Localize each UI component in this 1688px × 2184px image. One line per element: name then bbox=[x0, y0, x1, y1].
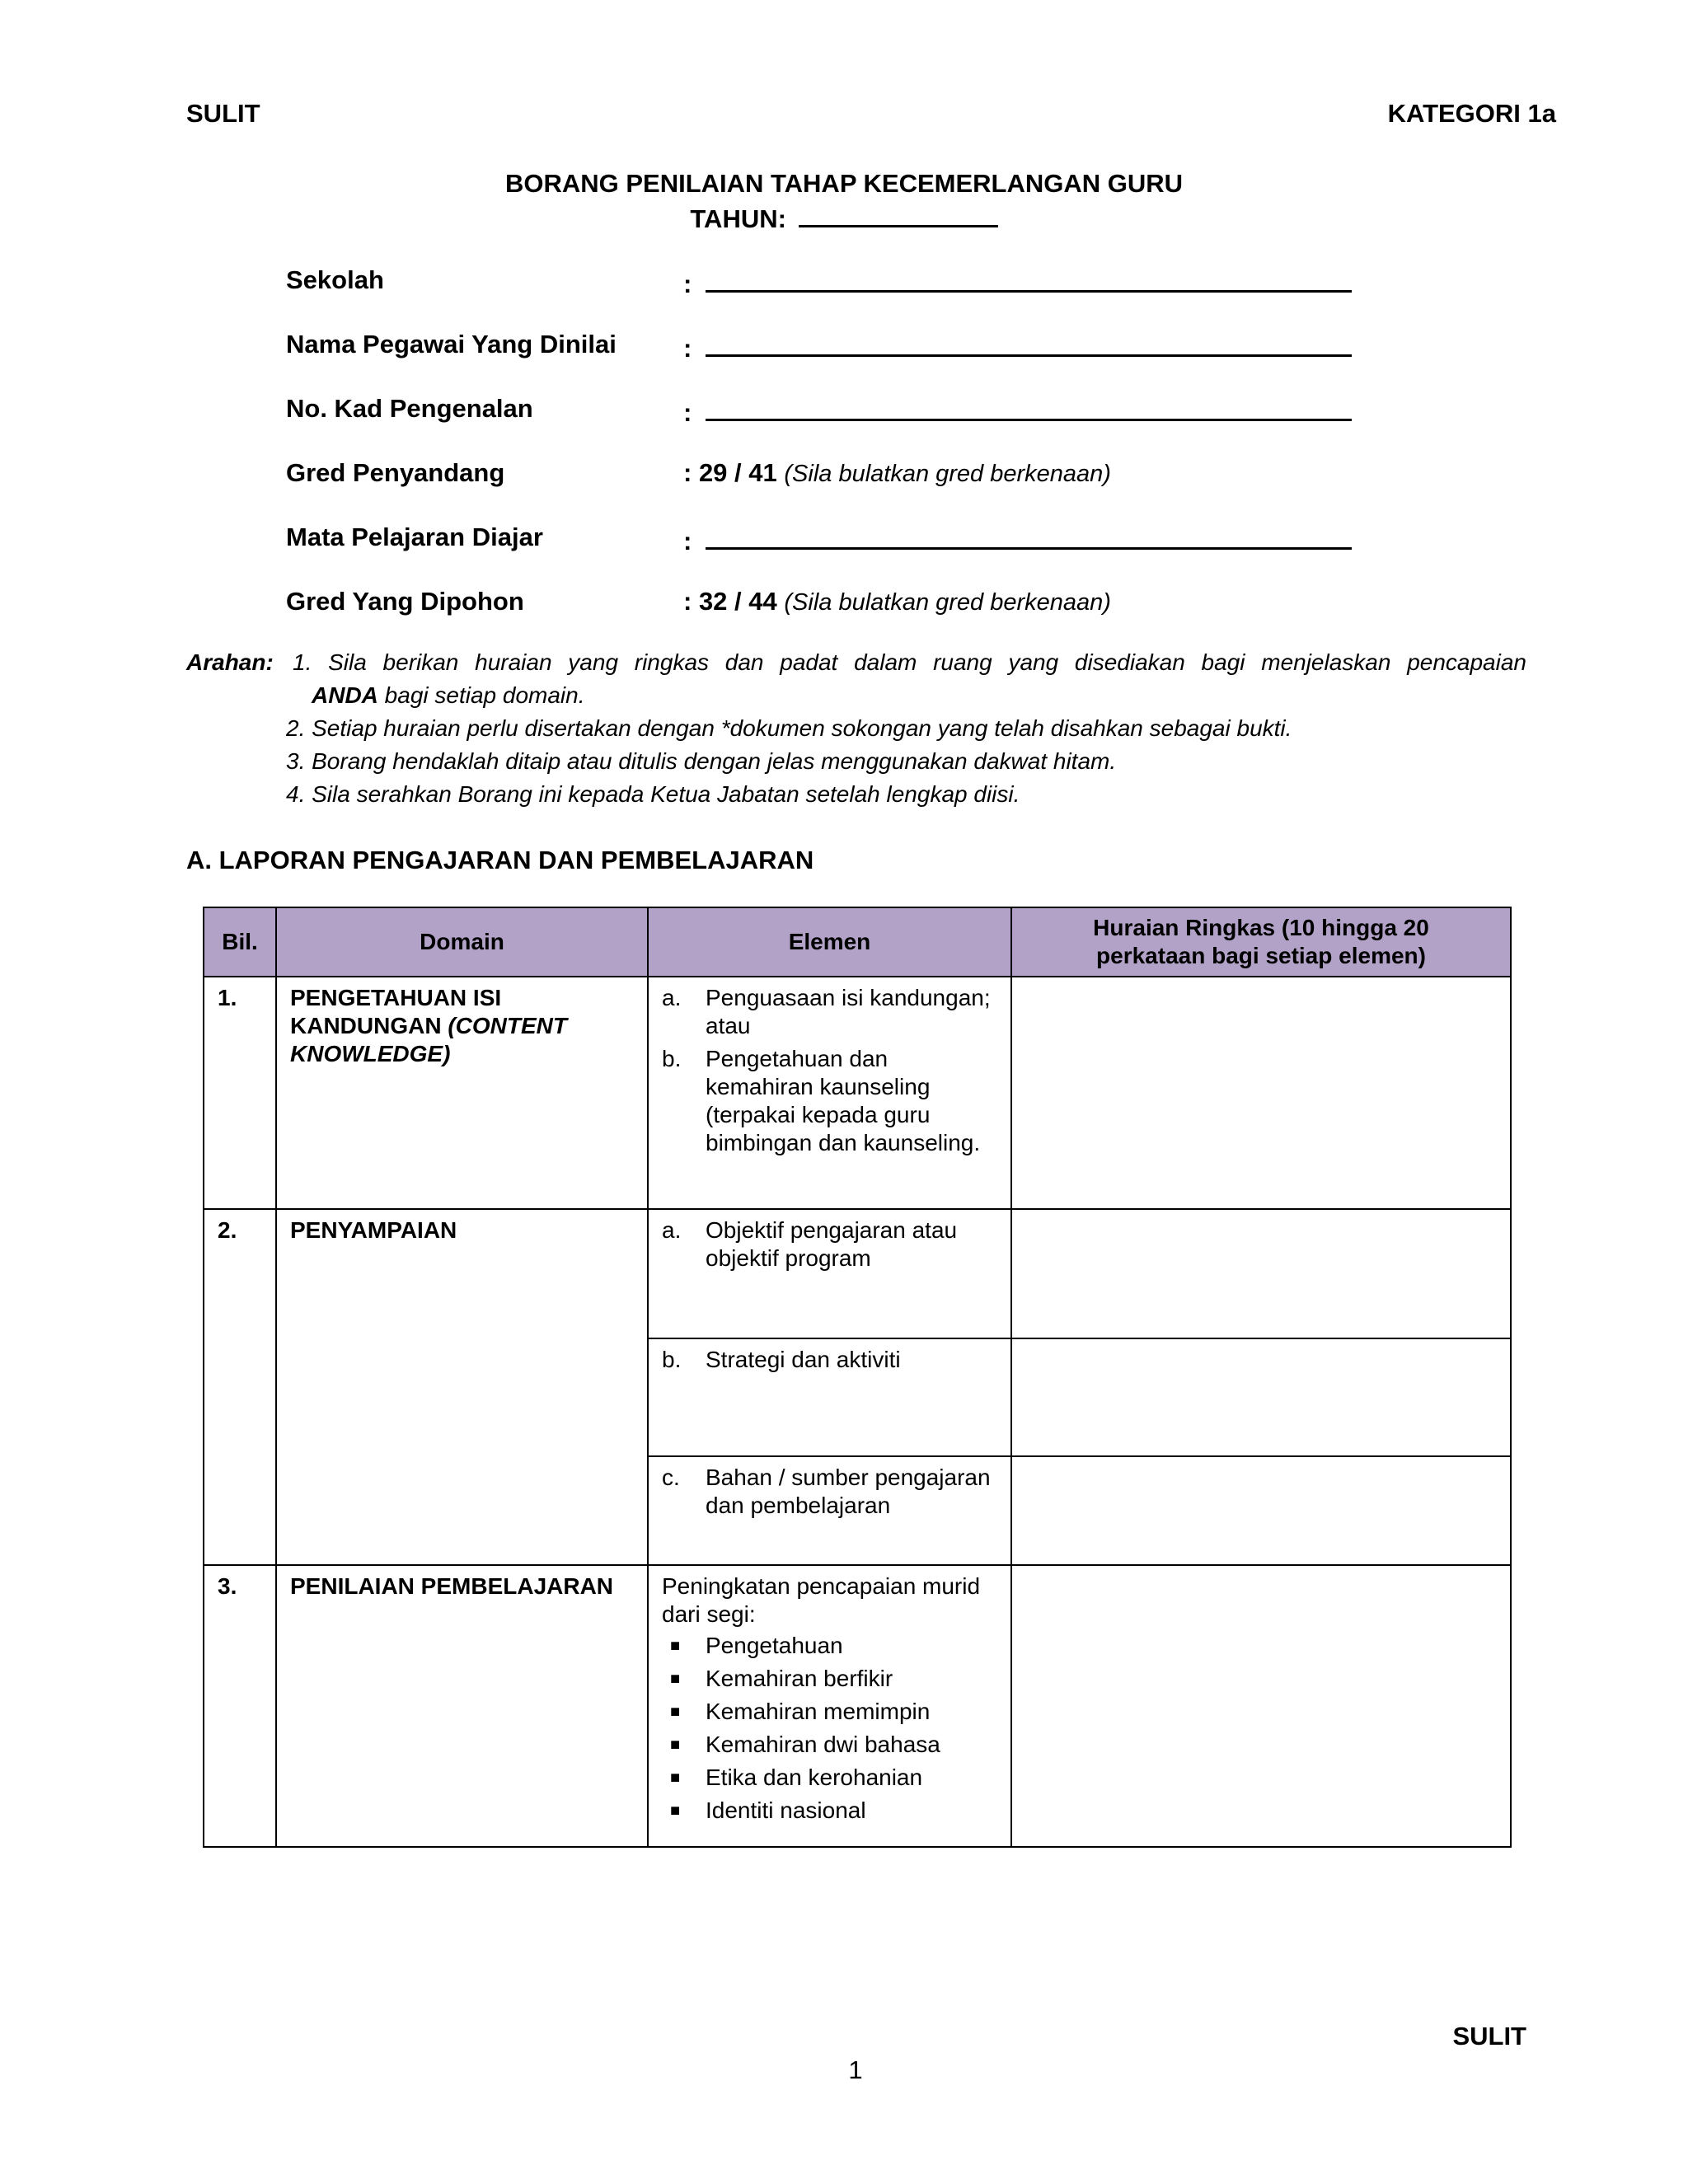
instruction-1-rest: bagi setiap domain. bbox=[377, 682, 585, 708]
footer-sulit: SULIT bbox=[1452, 2022, 1526, 2050]
instructions-label: Arahan: bbox=[186, 649, 274, 675]
row-1-elements bbox=[648, 977, 1011, 1209]
row-1-domain-main: PENGETAHUAN ISI KANDUNGAN bbox=[290, 985, 502, 1038]
row-3-huraian-cell[interactable] bbox=[1011, 1565, 1511, 1847]
row-2a-huraian-cell[interactable] bbox=[1011, 1209, 1511, 1338]
row-1-domain bbox=[276, 977, 648, 1209]
year-blank-line[interactable] bbox=[799, 202, 998, 227]
field-label-mata-pelajaran: Mata Pelajaran Diajar bbox=[286, 523, 543, 551]
kad-blank-line[interactable] bbox=[706, 394, 1352, 421]
row-3-intro: Peningkatan pencapaian murid dari segi: bbox=[662, 1573, 981, 1627]
mata-pelajaran-blank-line[interactable] bbox=[706, 523, 1352, 550]
row-2b-huraian-cell[interactable] bbox=[1011, 1338, 1511, 1456]
page-number: 1 bbox=[848, 2055, 863, 2084]
instruction-3: 3. Borang hendaklah ditaip atau ditulis dengan jelas menggunakan dakwat hitam. bbox=[286, 748, 1117, 774]
sekolah-blank-line[interactable] bbox=[706, 265, 1352, 293]
gred-penyandang-note: (Sila bulatkan gred berkenaan) bbox=[784, 461, 1111, 487]
gred-penyandang-value[interactable]: 29 / 41 bbox=[698, 458, 777, 487]
row-1-huraian-cell[interactable] bbox=[1011, 977, 1511, 1209]
bullet-text: Identiti nasional bbox=[706, 1797, 866, 1823]
row-1-bil: 1. bbox=[204, 977, 276, 1209]
bullet-text: Kemahiran dwi bahasa bbox=[706, 1732, 940, 1757]
table-row bbox=[204, 1209, 1511, 1338]
table-header-row bbox=[204, 907, 1511, 977]
section-a-title: A. LAPORAN PENGAJARAN DAN PEMBELAJARAN bbox=[186, 846, 814, 874]
field-label-kad: No. Kad Pengenalan bbox=[286, 394, 533, 423]
bullet-square-icon: ■ bbox=[670, 1736, 681, 1754]
row-2a-element bbox=[648, 1209, 1011, 1338]
bullet-text: Kemahiran memimpin bbox=[706, 1699, 931, 1724]
instruction-2: 2. Setiap huraian perlu disertakan dengan *dokumen sokongan yang telah disahkan sebagai bukti. bbox=[286, 715, 1292, 741]
instruction-1-line2 bbox=[312, 682, 585, 709]
field-mata-pelajaran: : bbox=[683, 523, 1352, 556]
list-item bbox=[662, 1665, 999, 1693]
row-2b-element bbox=[648, 1338, 1011, 1456]
form-title: BORANG PENILAIAN TAHAP KECEMERLANGAN GURU bbox=[504, 169, 1184, 198]
element-text: Objektif pengajaran atau objektif program bbox=[706, 1217, 958, 1271]
element-marker: b. bbox=[662, 1347, 682, 1372]
instruction-1-line1: 1. Sila berikan huraian yang ringkas dan padat dalam ruang yang disediakan bagi menjelaskan pencapaian bbox=[293, 649, 1526, 675]
list-item bbox=[662, 1346, 999, 1374]
year-label: TAHUN: bbox=[690, 204, 786, 233]
form-year bbox=[0, 202, 1688, 234]
list-item bbox=[662, 1045, 999, 1157]
header-category: KATEGORI 1a bbox=[1387, 99, 1556, 128]
field-gred-penyandang: : 29 / 41 (Sila bulatkan gred berkenaan) bbox=[683, 458, 1111, 487]
row-2-bil: 2. bbox=[204, 1209, 276, 1565]
header-bil: Bil. bbox=[204, 907, 276, 977]
row-3-elements bbox=[648, 1565, 1011, 1847]
element-text: Pengetahuan dan kemahiran kaunseling (terpakai kepada guru bimbingan dan kaunseling. bbox=[706, 1046, 981, 1155]
element-text: Bahan / sumber pengajaran dan pembelajaran bbox=[706, 1465, 991, 1518]
field-label-gred-dipohon: Gred Yang Dipohon bbox=[286, 587, 524, 616]
list-item bbox=[662, 1797, 999, 1825]
gred-dipohon-value[interactable]: 32 / 44 bbox=[698, 587, 777, 616]
field-gred-dipohon: : 32 / 44 (Sila bulatkan gred berkenaan) bbox=[683, 587, 1111, 616]
field-sekolah: : bbox=[683, 265, 1352, 299]
header-huraian-line1: Huraian Ringkas (10 hingga 20 bbox=[1093, 915, 1429, 940]
gred-dipohon-note: (Sila bulatkan gred berkenaan) bbox=[784, 589, 1111, 616]
list-item bbox=[662, 1632, 999, 1660]
list-item bbox=[662, 1764, 999, 1792]
list-item bbox=[662, 1731, 999, 1759]
element-marker: b. bbox=[662, 1046, 682, 1071]
table-row bbox=[204, 1565, 1511, 1847]
row-3-bil: 3. bbox=[204, 1565, 276, 1847]
header-huraian bbox=[1011, 907, 1511, 977]
field-label-gred-penyandang: Gred Penyandang bbox=[286, 458, 505, 487]
header-huraian-line2: perkataan bagi setiap elemen) bbox=[1096, 943, 1426, 968]
nama-blank-line[interactable] bbox=[706, 330, 1352, 357]
bullet-text: Etika dan kerohanian bbox=[706, 1765, 923, 1790]
element-marker: c. bbox=[662, 1465, 680, 1490]
field-label-nama: Nama Pegawai Yang Dinilai bbox=[286, 330, 617, 359]
bullet-square-icon: ■ bbox=[670, 1637, 681, 1655]
bullet-square-icon: ■ bbox=[670, 1670, 681, 1688]
bullet-text: Kemahiran berfikir bbox=[706, 1666, 893, 1691]
field-kad: : bbox=[683, 394, 1352, 428]
assessment-table bbox=[203, 907, 1512, 1848]
row-1-domain-italic: (CONTENT KNOWLEDGE) bbox=[290, 1013, 567, 1066]
bullet-square-icon: ■ bbox=[670, 1802, 681, 1820]
row-2c-element bbox=[648, 1456, 1011, 1565]
field-nama: : bbox=[683, 330, 1352, 363]
list-item bbox=[662, 984, 999, 1040]
element-text: Strategi dan aktiviti bbox=[706, 1347, 901, 1372]
bullet-square-icon: ■ bbox=[670, 1703, 681, 1721]
list-item bbox=[662, 1464, 999, 1520]
element-marker: a. bbox=[662, 1217, 682, 1243]
list-item bbox=[662, 1216, 999, 1272]
bullet-text: Pengetahuan bbox=[706, 1633, 843, 1658]
element-marker: a. bbox=[662, 985, 682, 1010]
field-label-sekolah: Sekolah bbox=[286, 265, 384, 294]
bullet-square-icon: ■ bbox=[670, 1769, 681, 1787]
header-domain: Domain bbox=[276, 907, 648, 977]
row-2-domain: PENYAMPAIAN bbox=[276, 1209, 648, 1565]
header-elemen: Elemen bbox=[648, 907, 1011, 977]
row-2c-huraian-cell[interactable] bbox=[1011, 1456, 1511, 1565]
element-text: Penguasaan isi kandungan; atau bbox=[706, 985, 991, 1038]
list-item bbox=[662, 1698, 999, 1726]
instruction-4: 4. Sila serahkan Borang ini kepada Ketua Jabatan setelah lengkap diisi. bbox=[286, 781, 1020, 807]
instruction-1-emphasis: ANDA bbox=[312, 682, 378, 708]
header-left-sulit: SULIT bbox=[186, 99, 260, 128]
table-row bbox=[204, 977, 1511, 1209]
row-3-domain: PENILAIAN PEMBELAJARAN bbox=[276, 1565, 648, 1847]
